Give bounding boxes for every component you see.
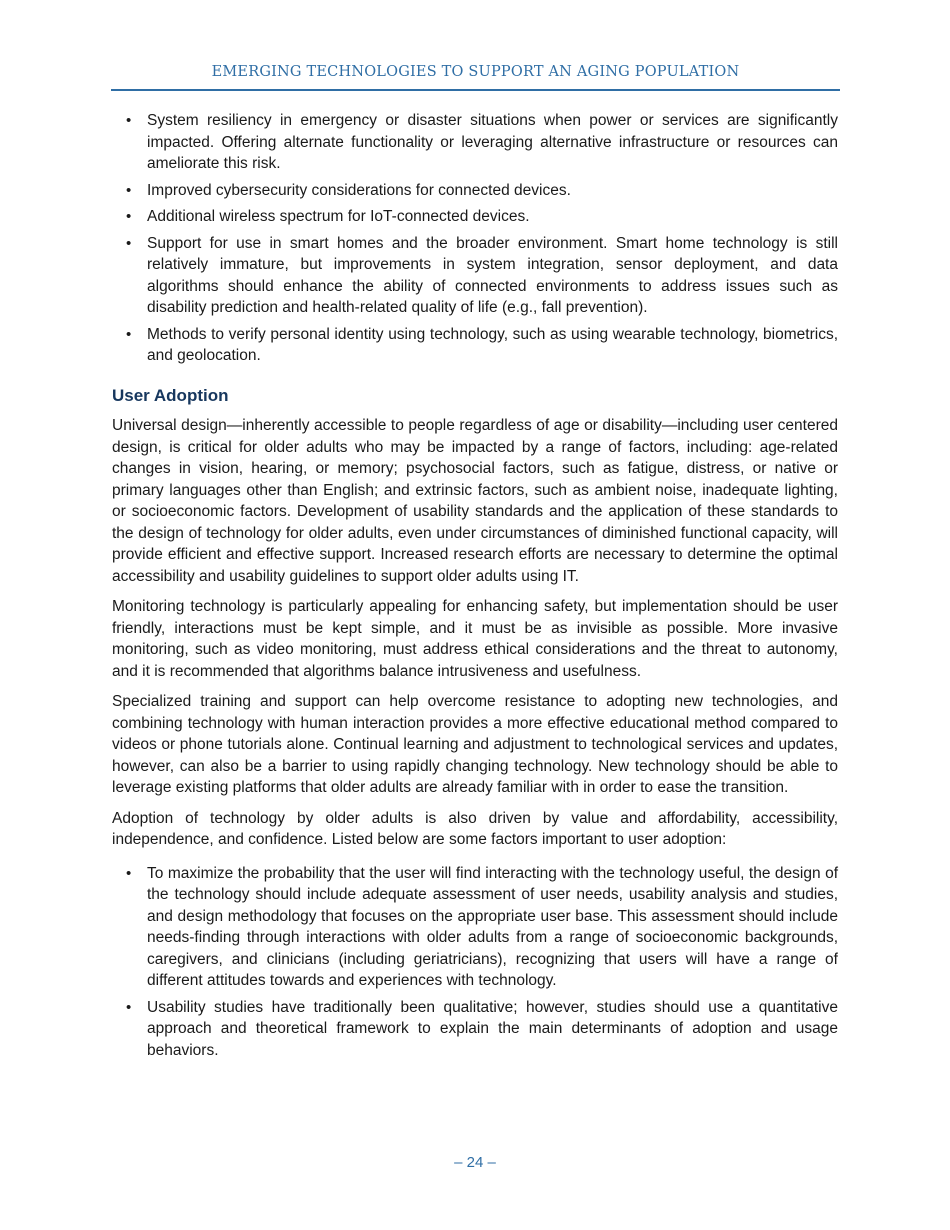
bullet-icon: • [126, 181, 132, 199]
list-item-text: System resiliency in emergency or disaster situations when power or services are significantly impacted. Offering alternate functionality or leveraging alternative infrastructure or resources can ameliorate this risk. [147, 112, 838, 172]
bullet-icon: • [126, 998, 132, 1016]
bullet-icon: • [126, 208, 132, 225]
bullet-icon: • [126, 112, 132, 129]
list-item [112, 233, 838, 319]
bullet-icon: • [126, 325, 132, 343]
section-heading: User Adoption [112, 385, 229, 405]
list-item [112, 110, 838, 175]
bullet-list-adoption-factors [112, 863, 838, 1062]
list-item [112, 863, 838, 992]
list-item [112, 324, 838, 367]
page-body [112, 110, 838, 1066]
header-divider [111, 89, 840, 91]
bullet-icon: • [126, 234, 132, 252]
paragraph: Monitoring technology is particularly appealing for enhancing safety, but implementation should be user friendly, interactions must be kept simple, and it must be as invisible as possible. More invasive monitoring, such as video monitoring, must address ethical considerations and the threat to autonomy, and it is recommended that algorithms balance intrusiveness and usefulness. [112, 598, 838, 680]
paragraph: Specialized training and support can help overcome resistance to adopting new technologies, and combining technology with human interaction provides a more effective educational method compared to videos or phone tutorials alone. Continual learning and adjustment to technological services and updates, however, can also be a barrier to using rapidly changing technology. New technology should be able to leverage existing platforms that older adults are already familiar with in order to ease the transition. [112, 693, 838, 796]
running-header: EMERGING TECHNOLOGIES TO SUPPORT AN AGING POPULATION [211, 64, 740, 80]
list-item-text: Support for use in smart homes and the broader environment. Smart home technology is still relatively immature, but improvements in system integration, sensor deployment, and data algorithms should enhance the ability of connected environments to address issues such as disability prediction and health-related quality of life (e.g., fall prevention). [147, 234, 838, 316]
list-item-text: To maximize the probability that the user will find interacting with the technology useful, the design of the technology should include adequate assessment of user needs, usability analysis and studies, and design methodology that focuses on the appropriate user base. This assessment should include needs-finding through interactions with older adults from a range of socioeconomic backgrounds, caregivers, and clinicians (including geriatricians), recognizing that users will have a range of different attitudes towards and experiences with technology. [147, 864, 838, 989]
list-item-text: Additional wireless spectrum for IoT-connected devices. [147, 208, 530, 225]
list-item-text: Improved cybersecurity considerations for connected devices. [147, 181, 571, 199]
paragraph: Universal design—inherently accessible to people regardless of age or disability—including user centered design, is critical for older adults who may be impacted by a range of factors, including: age-related changes in vision, hearing, or memory; psychosocial factors, such as fatigue, distress, or native or primary languages other than English; and extrinsic factors, such as ambient noise, inadequate lighting, or socioeconomic factors. Development of usability standards and the application of these standards to the design of technology for older adults, even under circumstances of diminished functional capacity, will provide efficient and effective support. Increased research efforts are necessary to determine the optimal accessibility and usability guidelines to support older adults using IT. [112, 417, 838, 585]
list-item [112, 206, 838, 228]
list-item [112, 180, 838, 202]
bullet-icon: • [126, 864, 132, 882]
list-item-text: Methods to verify personal identity using technology, such as using wearable technology, biometrics, and geolocation. [147, 325, 838, 364]
bullet-list-requirements [112, 110, 838, 367]
page-number: – 24 – [454, 1154, 496, 1171]
paragraph: Adoption of technology by older adults is also driven by value and affordability, accessibility, independence, and confidence. Listed below are some factors important to user adoption: [112, 809, 838, 848]
list-item-text: Usability studies have traditionally been qualitative; however, studies should use a quantitative approach and theoretical framework to explain the main determinants of adoption and usage behaviors. [147, 998, 838, 1059]
list-item [112, 997, 838, 1062]
